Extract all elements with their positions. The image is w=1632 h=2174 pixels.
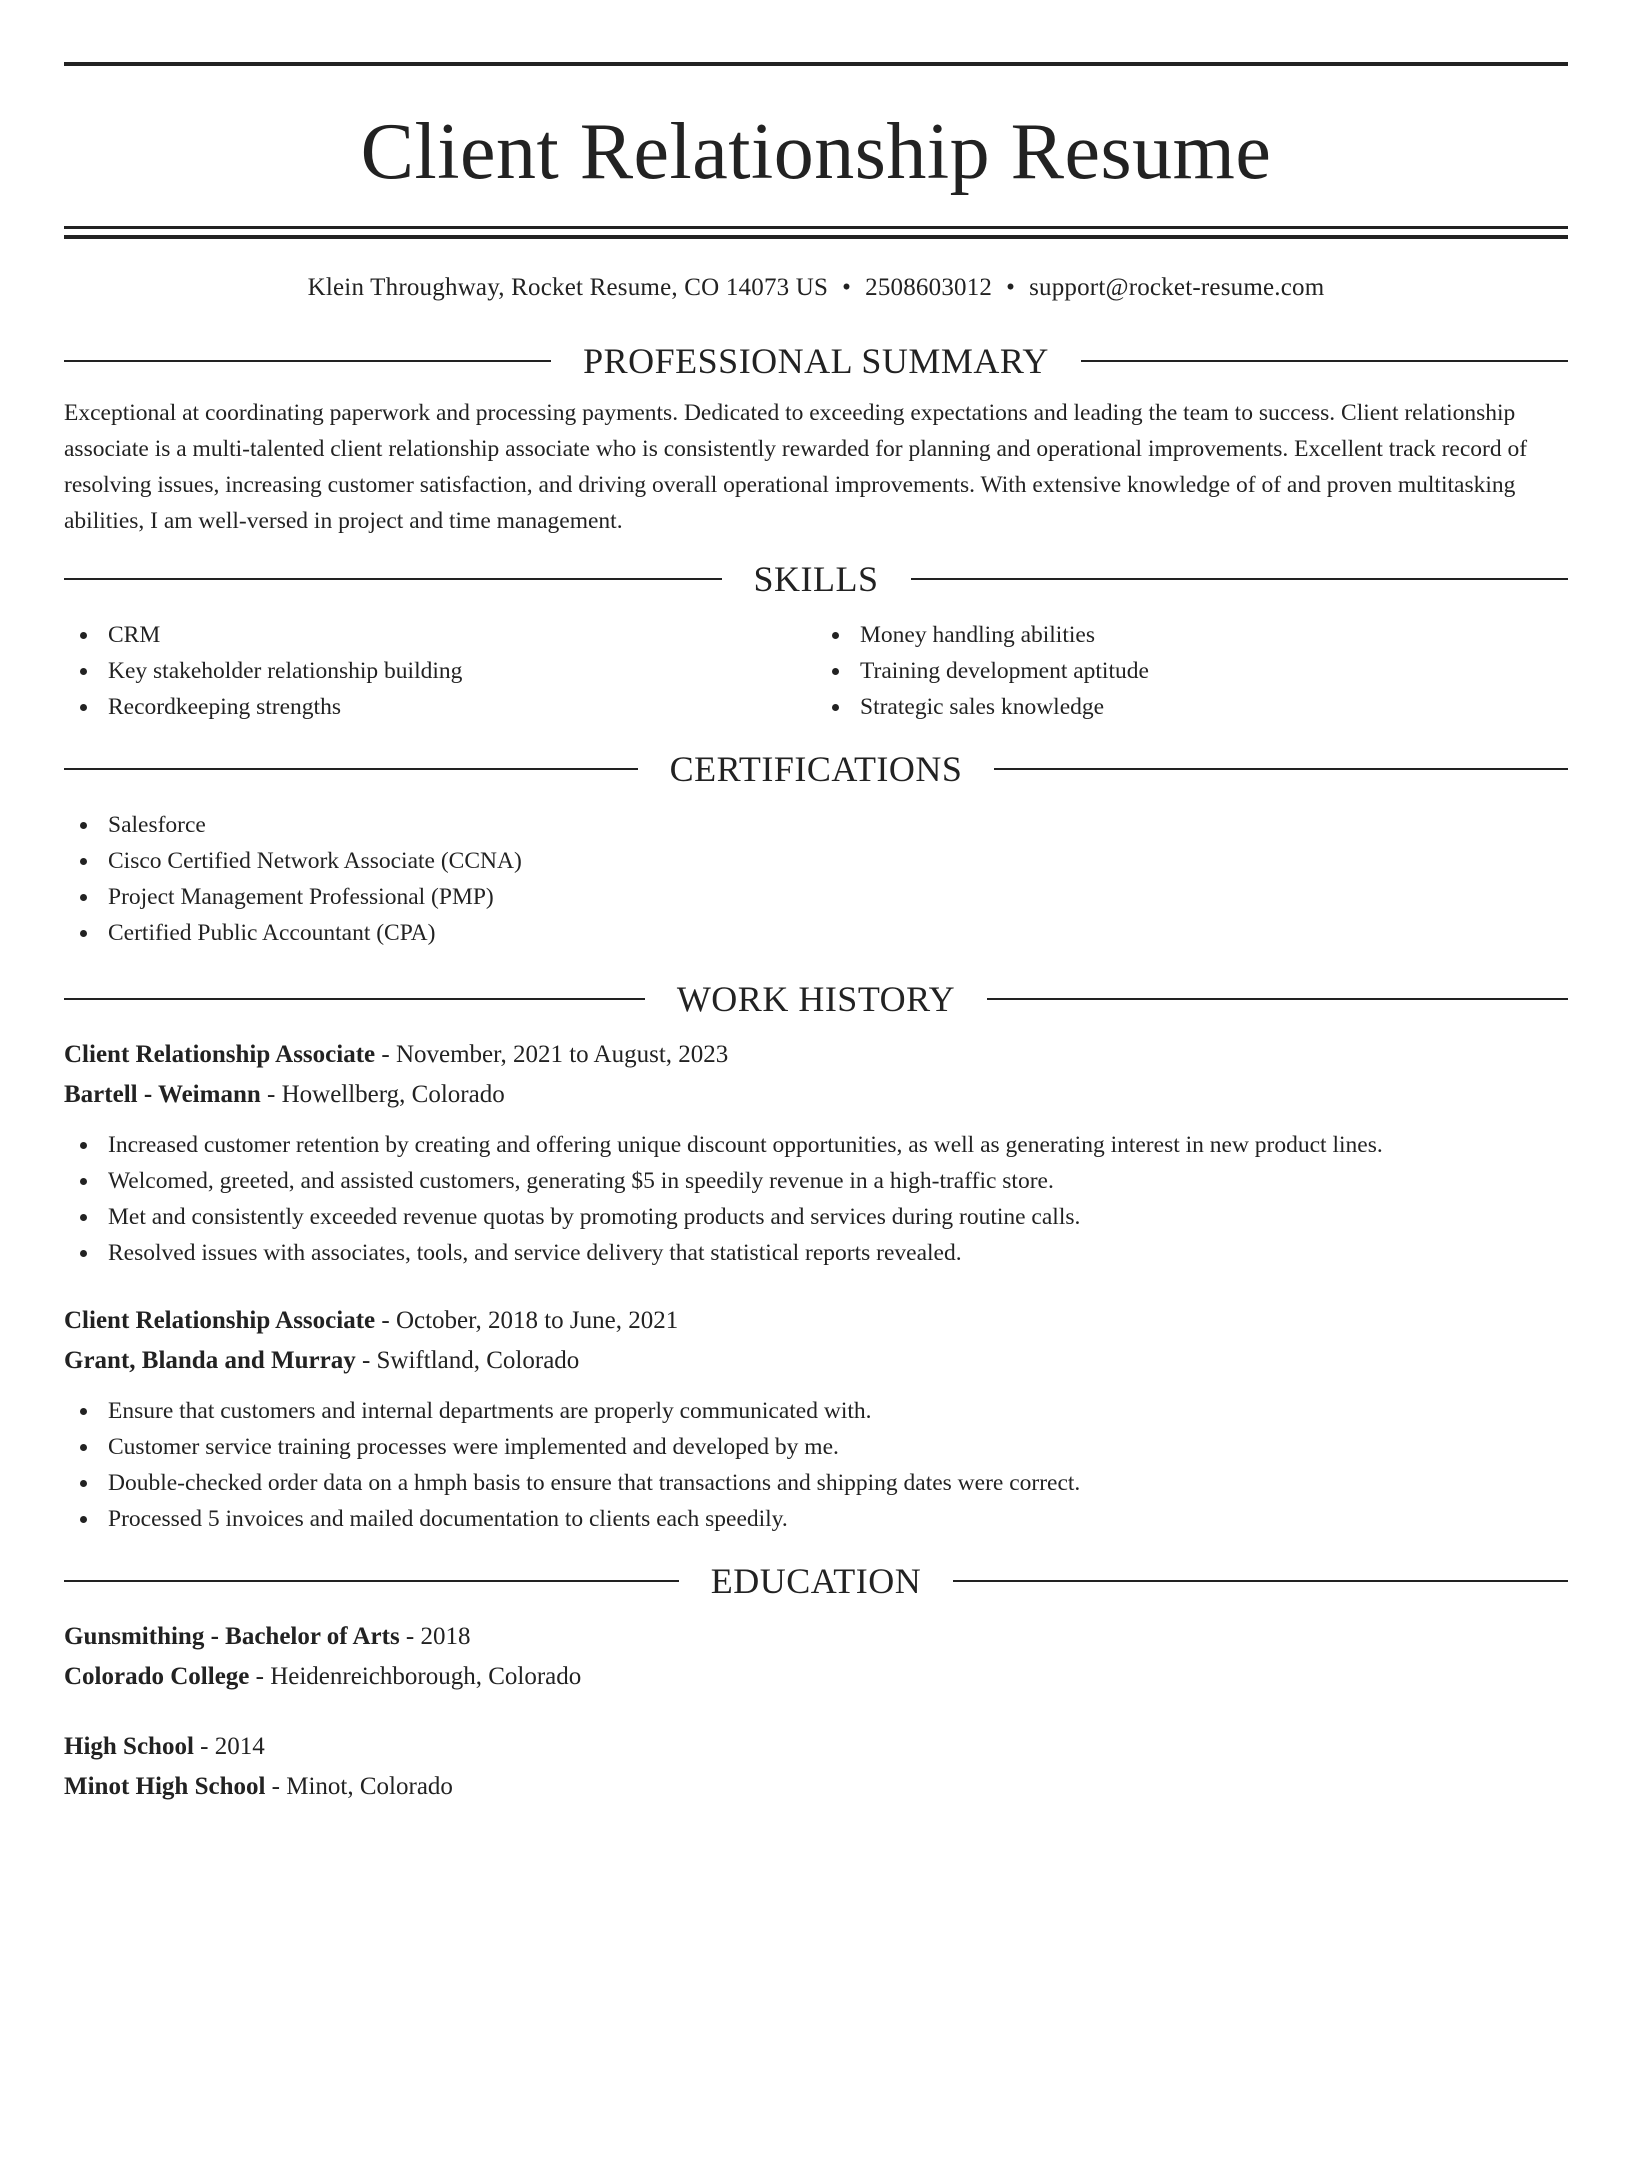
- list-item: Ensure that customers and internal departments are properly communicated with.: [64, 1393, 1568, 1429]
- education-school: Colorado College: [64, 1663, 250, 1690]
- section-rule-right: [987, 998, 1568, 1000]
- summary-paragraph: Exceptional at coordinating paperwork and processing payments. Dedicated to exceeding expectations and leading the team to success. Client relationship associate is a multi-talented client relationship associate who is consistently rewarded for planning and operational improvements. Excellent track record of resolving issues, increasing customer satisfaction, and driving overall operational improvements. With extensive knowledge of of and proven multitasking abilities, I am well-versed in project and time management.: [64, 400, 1528, 534]
- education-year: - 2018: [399, 1623, 471, 1650]
- section-rule-right: [953, 1580, 1568, 1582]
- job-bullets: [64, 1393, 1568, 1537]
- job-company-line: [64, 1341, 1568, 1381]
- section-rule-right: [1081, 360, 1568, 362]
- job-location: - Swiftland, Colorado: [355, 1347, 580, 1374]
- job-dates: - October, 2018 to June, 2021: [375, 1307, 679, 1334]
- section-rule-left: [64, 1580, 679, 1582]
- section-header-certifications: [64, 747, 1568, 791]
- list-item: Key stakeholder relationship building: [64, 653, 816, 689]
- header-top-rule: [64, 62, 1568, 66]
- list-item: Welcomed, greeted, and assisted customers, generating $5 in speedily revenue in a high-traffic store.: [64, 1163, 1568, 1199]
- contact-phone: 2508603012: [865, 274, 993, 301]
- list-item: Certified Public Accountant (CPA): [64, 915, 1568, 951]
- resume-page: [0, 62, 1632, 2174]
- list-item: Cisco Certified Network Associate (CCNA): [64, 843, 1568, 879]
- certifications-list: [64, 807, 1568, 951]
- section-rule-right: [994, 768, 1568, 770]
- list-item: Resolved issues with associates, tools, and service delivery that statistical reports revealed.: [64, 1235, 1568, 1271]
- education-location: - Minot, Colorado: [265, 1773, 453, 1800]
- skills-list-left: [64, 617, 816, 725]
- education-school-line: [64, 1657, 1568, 1697]
- section-rule-left: [64, 768, 638, 770]
- section-title-skills: SKILLS: [753, 559, 879, 599]
- section-title-work: WORK HISTORY: [676, 979, 956, 1019]
- section-header-skills: [64, 557, 1568, 601]
- section-title-summary: PROFESSIONAL SUMMARY: [583, 341, 1049, 381]
- list-item: Recordkeeping strengths: [64, 689, 816, 725]
- job-company: Grant, Blanda and Murray: [64, 1347, 356, 1374]
- job-location: - Howellberg, Colorado: [260, 1081, 505, 1108]
- section-rule-left: [64, 360, 551, 362]
- education-degree-line: [64, 1617, 1568, 1657]
- header-rule-lower: [64, 235, 1568, 239]
- contact-separator: •: [842, 274, 852, 301]
- education-school-line: [64, 1767, 1568, 1807]
- list-item: Double-checked order data on a hmph basis to ensure that transactions and shipping dates were correct.: [64, 1465, 1568, 1501]
- section-header-education: [64, 1559, 1568, 1603]
- list-item: Salesforce: [64, 807, 1568, 843]
- section-title-certifications: CERTIFICATIONS: [669, 749, 963, 789]
- education-degree: High School: [64, 1733, 194, 1760]
- section-header-summary: [64, 339, 1568, 383]
- job-title: Client Relationship Associate: [64, 1307, 376, 1334]
- job-title-line: [64, 1301, 1568, 1341]
- education-degree: Gunsmithing - Bachelor of Arts: [64, 1623, 400, 1650]
- header-rule-upper: [64, 226, 1568, 229]
- contact-address: Klein Throughway, Rocket Resume, CO 14073 US: [307, 274, 829, 301]
- list-item: Strategic sales knowledge: [816, 689, 1568, 725]
- job-bullets: [64, 1127, 1568, 1271]
- job-dates: - November, 2021 to August, 2023: [375, 1041, 729, 1068]
- list-item: Project Management Professional (PMP): [64, 879, 1568, 915]
- list-item: Met and consistently exceeded revenue quotas by promoting products and services during routine calls.: [64, 1199, 1568, 1235]
- job-title-line: [64, 1035, 1568, 1075]
- section-rule-right: [911, 578, 1569, 580]
- education-year: - 2014: [193, 1733, 265, 1760]
- list-item: CRM: [64, 617, 816, 653]
- skills-list-right: [816, 617, 1568, 725]
- skills-grid: [64, 617, 1568, 725]
- section-header-work: [64, 977, 1568, 1021]
- education-entry: [64, 1727, 1568, 1807]
- contact-line: [64, 273, 1568, 303]
- job-title: Client Relationship Associate: [64, 1041, 376, 1068]
- education-degree-line: [64, 1727, 1568, 1767]
- section-rule-left: [64, 998, 645, 1000]
- education-entry: [64, 1617, 1568, 1697]
- job-entry: [64, 1035, 1568, 1271]
- job-company-line: [64, 1075, 1568, 1115]
- list-item: Increased customer retention by creating and offering unique discount opportunities, as well as generating interest in new product lines.: [64, 1127, 1568, 1163]
- list-item: Money handling abilities: [816, 617, 1568, 653]
- section-title-education: EDUCATION: [710, 1561, 922, 1601]
- list-item: Customer service training processes were implemented and developed by me.: [64, 1429, 1568, 1465]
- section-rule-left: [64, 578, 722, 580]
- education-location: - Heidenreichborough, Colorado: [249, 1663, 582, 1690]
- contact-separator: •: [1006, 274, 1016, 301]
- job-company: Bartell - Weimann: [64, 1081, 261, 1108]
- resume-title: Client Relationship Resume: [360, 108, 1272, 196]
- list-item: Training development aptitude: [816, 653, 1568, 689]
- education-school: Minot High School: [64, 1773, 266, 1800]
- job-entry: [64, 1301, 1568, 1537]
- list-item: Processed 5 invoices and mailed documentation to clients each speedily.: [64, 1501, 1568, 1537]
- contact-email: support@rocket-resume.com: [1029, 274, 1325, 301]
